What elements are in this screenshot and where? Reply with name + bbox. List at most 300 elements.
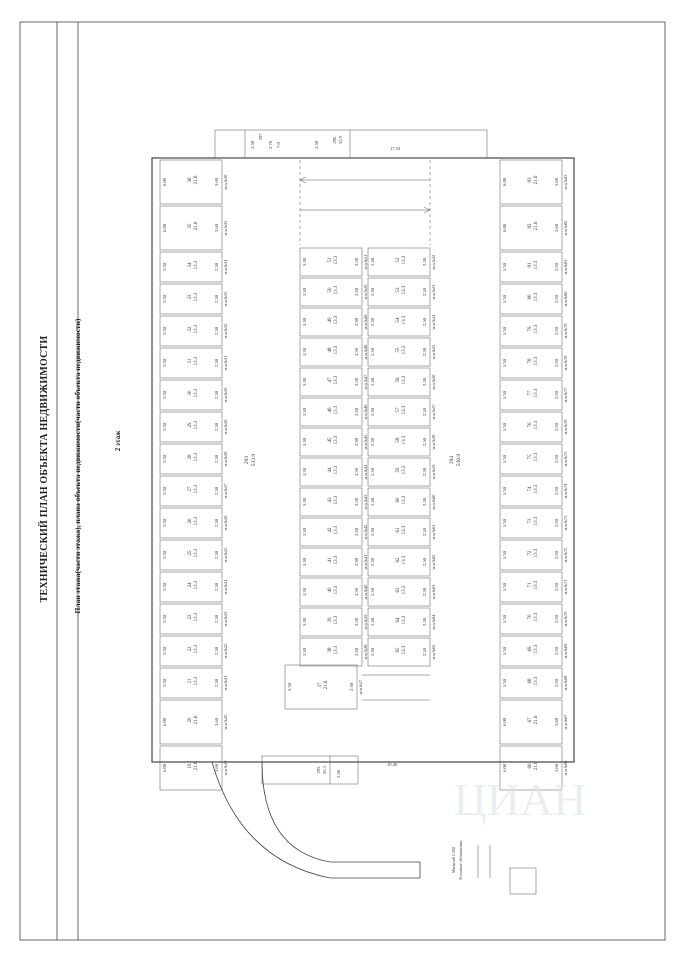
space-width: 2.50 — [214, 359, 219, 367]
space-number: 47 — [328, 377, 333, 383]
space-mm-label: м.м.№47 — [363, 374, 368, 390]
dim-label: 2.50 — [314, 141, 319, 149]
space-depth: 5.30 — [502, 583, 507, 591]
dim-label: 2.50 — [336, 770, 341, 778]
space-mm-label: м.м.№25 — [223, 547, 228, 563]
space-width: 2.50 — [214, 423, 219, 431]
space-mm-label: м.м.№32 — [223, 323, 228, 339]
space-number: 27 — [188, 486, 193, 492]
space-area: 13.3 — [402, 285, 407, 295]
space-area: 13.3 — [334, 435, 339, 445]
space-depth: 5.30 — [370, 288, 375, 296]
dim-label: 2.50 — [250, 141, 255, 149]
space-area: 13.3 — [402, 375, 407, 385]
space-mm-label: м.м.№46 — [363, 404, 368, 420]
space-width: 2.50 — [554, 583, 559, 591]
space-depth: 5.30 — [162, 519, 167, 527]
space-width: 2.50 — [422, 378, 427, 386]
dim-label: 19.49 — [386, 762, 398, 767]
space-depth: 5.30 — [302, 378, 307, 386]
space-width: 2.50 — [354, 588, 359, 596]
space-number: 74 — [528, 486, 533, 492]
space-width: 2.50 — [354, 648, 359, 656]
space-number: 75 — [528, 454, 533, 460]
space-width: 2.50 — [554, 263, 559, 271]
space-area: 13.3 — [534, 644, 539, 654]
space-area: 13.3 — [334, 375, 339, 385]
space-width: 2.50 — [354, 318, 359, 326]
space-mm-label: м.м.№71 — [563, 579, 568, 595]
space-mm-label: м.м.№39 — [363, 614, 368, 630]
space-number: 54 — [396, 317, 401, 323]
space-depth: 5.30 — [302, 648, 307, 656]
space-area: 13.3 — [334, 315, 339, 325]
space-area: 13.3 — [334, 585, 339, 595]
space-area: 13.3 — [534, 388, 539, 398]
space-mm-label: м.м.№82 — [563, 220, 568, 236]
space-number: 41 — [328, 557, 333, 563]
space-width: 2.50 — [422, 258, 427, 266]
space-number: 69 — [528, 646, 533, 652]
space-mm-label: м.м.№48 — [363, 344, 368, 360]
space-area: 13.3 — [402, 315, 407, 325]
space-area: 13.3 — [334, 645, 339, 655]
floor-label: 2 этаж — [114, 430, 122, 452]
space-width: 2.50 — [554, 487, 559, 495]
space-depth: 5.30 — [302, 318, 307, 326]
space-number: 58 — [396, 437, 401, 443]
space-width: 2.50 — [214, 519, 219, 527]
space-width: 2.50 — [554, 679, 559, 687]
space-width: 2.50 — [554, 327, 559, 335]
space-mm-label: м.м.№79 — [563, 323, 568, 339]
space-width: 3.60 — [214, 224, 219, 232]
document-subtitle: План этажа(части этажа), плана объекта недвижимости(части объекта недвижимости) — [73, 318, 82, 614]
space-number: 26 — [188, 518, 193, 524]
space-area: 13.3 — [334, 255, 339, 265]
space-width: 2.50 — [422, 468, 427, 476]
space-mm-label: м.м.№77 — [563, 387, 568, 403]
space-width: 3.60 — [214, 764, 219, 772]
top-stair-block — [215, 130, 487, 158]
space-area: 21.6 — [194, 175, 199, 185]
space-area: 13.3 — [194, 548, 199, 558]
space-width: 2.50 — [422, 558, 427, 566]
space-depth: 5.30 — [370, 528, 375, 536]
space-depth: 5.30 — [370, 438, 375, 446]
space-width: 2.50 — [554, 423, 559, 431]
space-width: 3.60 — [554, 224, 559, 232]
space-mm-label: м.м.№53 — [431, 284, 436, 300]
space-depth: 5.30 — [162, 359, 167, 367]
space-width: 2.50 — [422, 498, 427, 506]
space-number: 43 — [328, 497, 333, 503]
space-mm-label: м.м.№41 — [363, 554, 368, 570]
space-area: 13.3 — [402, 495, 407, 505]
space-width: 2.50 — [354, 258, 359, 266]
space-depth: 5.30 — [370, 378, 375, 386]
space-width: 2.50 — [354, 348, 359, 356]
space-mm-label: м.м.№23 — [223, 611, 228, 627]
space-depth: 5.30 — [302, 438, 307, 446]
space-area: 21.6 — [324, 680, 329, 690]
space-width: 2.50 — [422, 648, 427, 656]
space-number: 78 — [528, 358, 533, 364]
space-number: 30 — [188, 390, 193, 396]
space-area: 13.3 — [194, 452, 199, 462]
space-area: 13.3 — [194, 516, 199, 526]
space-width: 2.50 — [214, 487, 219, 495]
space-number: 46 — [328, 407, 333, 413]
space-number: 64 — [396, 617, 401, 623]
space-area: 13.3 — [534, 452, 539, 462]
space-width: 2.50 — [354, 618, 359, 626]
space-number: 48 — [328, 347, 333, 353]
space-mm-label: м.м.№51 — [363, 254, 368, 270]
space-mm-label: м.м.№33 — [223, 291, 228, 307]
space-area: 13.3 — [534, 516, 539, 526]
space-depth: 5.30 — [370, 318, 375, 326]
document-title: ТЕХНИЧЕСКИЙ ПЛАН ОБЪЕКТА НЕДВИЖИМОСТИ — [39, 335, 50, 603]
space-mm-label: м.м.№31 — [223, 355, 228, 371]
space-mm-label: м.м.№76 — [563, 419, 568, 435]
space-mm-label: м.м.№83 — [563, 174, 568, 190]
space-depth: 5.30 — [302, 558, 307, 566]
space-area: 13.3 — [194, 580, 199, 590]
space-mm-label: м.м.№22 — [223, 643, 228, 659]
space-number: 68 — [528, 678, 533, 684]
space-number: 80 — [528, 294, 533, 300]
space-width: 2.50 — [422, 528, 427, 536]
space-area: 13.3 — [534, 324, 539, 334]
space-area: 13.3 — [534, 548, 539, 558]
space-number: 72 — [528, 550, 533, 556]
space-width: 2.50 — [422, 318, 427, 326]
space-area: 13.3 — [194, 356, 199, 366]
space-depth: 5.30 — [162, 551, 167, 559]
space-width: 3.60 — [554, 718, 559, 726]
space-area: 13.3 — [534, 292, 539, 302]
space-number: 53 — [396, 287, 401, 293]
space-number: 70 — [528, 614, 533, 620]
dim-label: 296 — [332, 136, 337, 144]
space-area: 13.3 — [334, 555, 339, 565]
watermark: ЦИАН — [453, 774, 587, 825]
space-area: 13.3 — [402, 555, 407, 565]
space-area: 13.3 — [334, 615, 339, 625]
space-number: 29 — [188, 422, 193, 428]
space-number: 25 — [188, 550, 193, 556]
space-mm-label: м.м.№37 — [358, 679, 363, 695]
space-depth: 5.30 — [502, 423, 507, 431]
space-area: 13.3 — [194, 420, 199, 430]
space-depth: 6.00 — [162, 178, 167, 186]
space-area: 13.3 — [534, 420, 539, 430]
space-width: 2.50 — [349, 683, 354, 691]
space-area: 13.3 — [534, 676, 539, 686]
space-mm-label: м.м.№55 — [431, 344, 436, 360]
space-depth: 5.30 — [370, 648, 375, 656]
space-number: 39 — [328, 617, 333, 623]
space-width: 2.50 — [422, 588, 427, 596]
space-area: 13.3 — [402, 255, 407, 265]
space-area: 13.3 — [194, 644, 199, 654]
space-width: 2.50 — [214, 391, 219, 399]
space-area: 13.3 — [334, 285, 339, 295]
space-number: 42 — [328, 527, 333, 533]
curved-ramp — [212, 762, 420, 878]
dim-label: 7.0 — [276, 142, 281, 148]
space-depth: 5.30 — [302, 618, 307, 626]
space-mm-label: м.м.№27 — [223, 483, 228, 499]
space-number: 79 — [528, 326, 533, 332]
space-depth: 5.30 — [370, 558, 375, 566]
space-width: 2.50 — [354, 558, 359, 566]
space-width: 2.50 — [422, 348, 427, 356]
space-number: 62 — [396, 557, 401, 563]
space-number: 55 — [396, 347, 401, 353]
space-mm-label: м.м.№65 — [431, 644, 436, 660]
space-number: 38 — [328, 647, 333, 653]
legend-title: Условные обозначения: — [458, 839, 463, 881]
space-mm-label: м.м.№80 — [563, 291, 568, 307]
space-width: 2.50 — [554, 615, 559, 623]
space-number: 37 — [318, 682, 323, 688]
space-mm-label: м.м.№43 — [363, 494, 368, 510]
space-depth: 5.30 — [162, 583, 167, 591]
space-number: 71 — [528, 582, 533, 588]
space-mm-label: м.м.№26 — [223, 515, 228, 531]
space-mm-label: м.м.№29 — [223, 419, 228, 435]
space-depth: 5.30 — [162, 327, 167, 335]
space-width: 2.50 — [554, 359, 559, 367]
space-number: 61 — [396, 527, 401, 533]
space-mm-label: м.м.№72 — [563, 547, 568, 563]
dim-label: 295 — [316, 766, 321, 774]
space-mm-label: м.м.№40 — [363, 584, 368, 600]
space-mm-label: м.м.№28 — [223, 451, 228, 467]
space-depth: 6.00 — [502, 178, 507, 186]
dim-label: 36.3 — [322, 766, 327, 774]
space-width: 2.50 — [354, 438, 359, 446]
space-width: 2.50 — [214, 647, 219, 655]
space-width: 2.50 — [354, 288, 359, 296]
space-area: 13.3 — [402, 405, 407, 415]
space-number: 28 — [188, 454, 193, 460]
space-number: 45 — [328, 437, 333, 443]
space-number: 63 — [396, 587, 401, 593]
space-area: 13.3 — [194, 292, 199, 302]
space-depth: 5.30 — [162, 455, 167, 463]
space-depth: 5.30 — [502, 295, 507, 303]
space-mm-label: м.м.№49 — [363, 314, 368, 330]
space-width: 2.50 — [422, 438, 427, 446]
space-width: 2.50 — [354, 378, 359, 386]
space-number: 51 — [328, 257, 333, 263]
space-depth: 5.30 — [302, 588, 307, 596]
space-depth: 5.30 — [502, 679, 507, 687]
space-number: 44 — [328, 467, 333, 473]
space-width: 3.60 — [214, 718, 219, 726]
space-area: 21.6 — [534, 715, 539, 725]
space-mm-label: м.м.№62 — [431, 554, 436, 570]
space-depth: 5.30 — [162, 679, 167, 687]
space-width: 2.50 — [214, 551, 219, 559]
space-width: 3.60 — [554, 178, 559, 186]
space-mm-label: м.м.№57 — [431, 404, 436, 420]
space-area: 21.6 — [194, 715, 199, 725]
dim-label: 2.70 — [268, 141, 273, 149]
space-depth: 5.30 — [162, 615, 167, 623]
space-mm-label: м.м.№73 — [563, 515, 568, 531]
space-depth: 5.30 — [302, 528, 307, 536]
space-depth: 5.30 — [370, 588, 375, 596]
space-number: 49 — [328, 317, 333, 323]
space-depth: 5.30 — [370, 258, 375, 266]
space-number: 50 — [328, 287, 333, 293]
space-width: 2.50 — [214, 295, 219, 303]
space-area: 13.3 — [534, 612, 539, 622]
space-area: 13.3 — [334, 525, 339, 535]
room-number: 294 — [449, 455, 455, 465]
space-area: 13.3 — [334, 345, 339, 355]
space-number: 22 — [188, 646, 193, 652]
space-mm-label: м.м.№20 — [223, 714, 228, 730]
space-depth: 5.30 — [502, 551, 507, 559]
space-mm-label: м.м.№35 — [223, 220, 228, 236]
legend-scale: Масштаб 1:200 — [451, 847, 456, 873]
space-mm-label: м.м.№66 — [563, 760, 568, 776]
space-mm-label: м.м.№67 — [563, 714, 568, 730]
space-number: 76 — [528, 422, 533, 428]
space-depth: 5.30 — [370, 348, 375, 356]
space-width: 2.50 — [554, 519, 559, 527]
space-area: 13.3 — [402, 645, 407, 655]
space-area: 13.3 — [402, 585, 407, 595]
space-mm-label: м.м.№38 — [363, 644, 368, 660]
space-depth: 5.30 — [502, 455, 507, 463]
space-area: 13.3 — [534, 356, 539, 366]
space-area: 13.3 — [402, 615, 407, 625]
space-depth: 5.30 — [502, 263, 507, 271]
space-depth: 5.30 — [502, 327, 507, 335]
space-depth: 5.30 — [502, 519, 507, 527]
space-width: 2.50 — [354, 468, 359, 476]
space-width: 2.50 — [354, 528, 359, 536]
space-mm-label: м.м.№19 — [223, 760, 228, 776]
space-number: 35 — [188, 223, 193, 229]
space-depth: 5.30 — [302, 408, 307, 416]
space-width: 3.60 — [554, 764, 559, 772]
space-mm-label: м.м.№56 — [431, 374, 436, 390]
space-width: 2.50 — [554, 647, 559, 655]
space-area: 13.3 — [334, 465, 339, 475]
bottom-stair-block — [262, 756, 358, 784]
space-number: 40 — [328, 587, 333, 593]
space-depth: 5.30 — [302, 348, 307, 356]
space-number: 67 — [528, 717, 533, 723]
space-mm-label: м.м.№34 — [223, 259, 228, 275]
space-width: 2.50 — [554, 455, 559, 463]
room-area: 530.9 — [456, 453, 462, 467]
space-mm-label: м.м.№58 — [431, 434, 436, 450]
space-number: 20 — [188, 717, 193, 723]
space-depth: 6.00 — [502, 224, 507, 232]
space-width: 2.50 — [214, 263, 219, 271]
space-mm-label: м.м.№60 — [431, 494, 436, 510]
space-mm-label: м.м.№59 — [431, 464, 436, 480]
dim-label: 297 — [258, 133, 263, 141]
space-area: 13.3 — [194, 612, 199, 622]
space-area: 13.3 — [194, 388, 199, 398]
space-number: 33 — [188, 294, 193, 300]
legend-box — [510, 868, 536, 894]
dim-label: 35.9 — [338, 136, 343, 144]
space-number: 73 — [528, 518, 533, 524]
space-area: 13.3 — [534, 260, 539, 270]
space-number: 56 — [396, 377, 401, 383]
space-mm-label: м.м.№69 — [563, 643, 568, 659]
space-mm-label: м.м.№21 — [223, 675, 228, 691]
space-depth: 5.30 — [370, 498, 375, 506]
space-area: 13.3 — [402, 525, 407, 535]
space-depth: 5.30 — [162, 295, 167, 303]
space-number: 52 — [396, 257, 401, 263]
space-number: 36 — [188, 177, 193, 183]
space-area: 13.3 — [534, 484, 539, 494]
space-depth: 5.30 — [302, 258, 307, 266]
space-mm-label: м.м.№45 — [363, 434, 368, 450]
space-area: 13.3 — [402, 465, 407, 475]
space-mm-label: м.м.№42 — [363, 524, 368, 540]
space-width: 3.60 — [214, 178, 219, 186]
space-mm-label: м.м.№70 — [563, 611, 568, 627]
space-depth: 5.30 — [162, 423, 167, 431]
space-depth: 6.00 — [162, 718, 167, 726]
space-number: 24 — [188, 582, 193, 588]
space-depth: 5.30 — [302, 468, 307, 476]
space-mm-label: м.м.№30 — [223, 387, 228, 403]
space-number: 65 — [396, 647, 401, 653]
space-number: 60 — [396, 497, 401, 503]
space-mm-label: м.м.№50 — [363, 284, 368, 300]
space-mm-label: м.м.№52 — [431, 254, 436, 270]
space-mm-label: м.м.№44 — [363, 464, 368, 480]
space-number: 83 — [528, 177, 533, 183]
space-width: 2.50 — [554, 295, 559, 303]
space-area: 13.3 — [402, 345, 407, 355]
space-area: 13.3 — [194, 676, 199, 686]
space-width: 2.50 — [214, 679, 219, 687]
space-depth: 5.30 — [162, 263, 167, 271]
space-area: 21.6 — [534, 761, 539, 771]
space-depth: 5.30 — [370, 468, 375, 476]
space-width: 2.50 — [422, 408, 427, 416]
space-depth: 5.30 — [162, 391, 167, 399]
space-area: 21.6 — [534, 175, 539, 185]
space-mm-label: м.м.№36 — [223, 174, 228, 190]
space-depth: 5.30 — [502, 391, 507, 399]
space-depth: 5.30 — [370, 408, 375, 416]
dim-label: 17.33 — [389, 146, 401, 151]
space-width: 2.50 — [554, 391, 559, 399]
space-depth: 5.30 — [302, 288, 307, 296]
space-area: 21.6 — [534, 221, 539, 231]
space-width: 2.50 — [214, 327, 219, 335]
space-depth: 5.30 — [370, 618, 375, 626]
space-depth: 5.30 — [502, 487, 507, 495]
space-width: 2.50 — [214, 583, 219, 591]
